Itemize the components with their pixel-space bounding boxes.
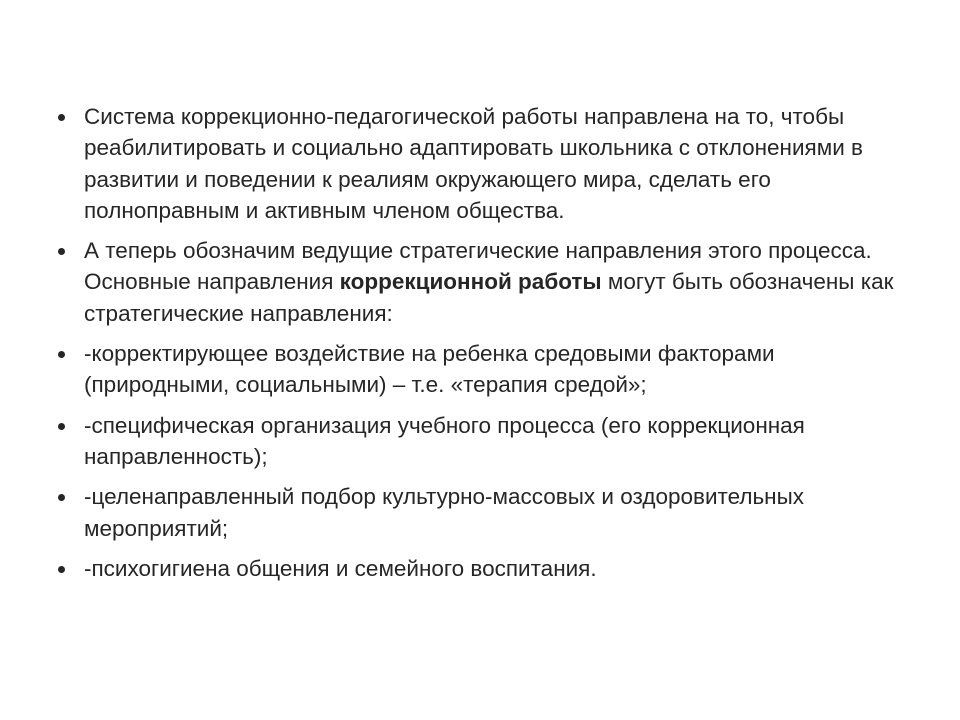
bullet-item-psychohygiene [55, 553, 915, 584]
bullet-item-environment-therapy [55, 338, 915, 401]
bullet-text: Система коррекционно-педагогической работы направлена на то, чтобы реабилитировать и социально адаптировать школьника с отклонениями в развитии и поведении к реалиям окружающего мира, сделать его полноправным и активным членом общества. [84, 104, 863, 223]
bullet-text: -психогигиена общения и семейного воспитания. [84, 555, 597, 581]
bullet-text: -корректирующее воздействие на ребенка средовыми факторами (природными, социальными) – т.е. «терапия средой»; [84, 341, 775, 398]
bullet-text-after: могут быть обозначены как стратегические направления: [84, 269, 894, 326]
bullet-item-learning-process [55, 410, 915, 473]
bullet-item-cultural-events [55, 481, 915, 544]
bullet-text: -целенаправленный подбор культурно-массовых и оздоровительных мероприятий; [84, 484, 805, 541]
bullet-item-rehabilitation [55, 101, 915, 226]
bullet-text: -специфическая организация учебного процесса (его коррекционная направленность); [84, 412, 805, 469]
bullet-item-strategic-directions [55, 235, 915, 329]
bullet-text-bold: коррекционной работы [339, 269, 602, 295]
bullet-list [55, 101, 915, 593]
bullet-text-before: А теперь обозначим ведущие стратегические направления этого процесса. Основные направления [84, 238, 872, 295]
